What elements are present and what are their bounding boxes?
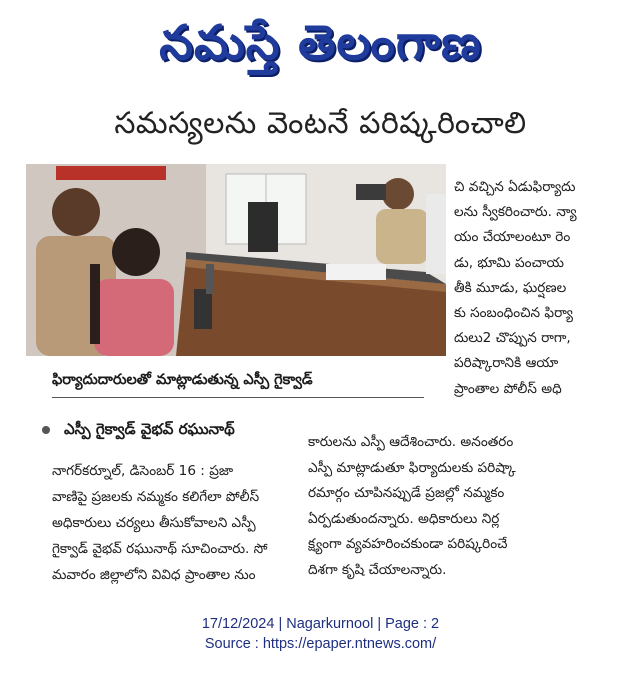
text-line: అధికారులు చర్యలు తీసుకోవాలని ఎస్పీ [52, 515, 256, 531]
newspaper-masthead: నమస్తే తెలంగాణ [159, 15, 482, 71]
text-line: తీకి మూడు, ఘర్షణల [454, 279, 567, 296]
text-line: మవారం జిల్లాలోని వివిధ ప్రాంతాల నుం [52, 567, 256, 583]
text-line: లను స్వీకరించారు. న్యా [454, 204, 577, 221]
text-line: పరిష్కారానికి ఆయా [454, 355, 559, 372]
photo-caption: ఫిర్యాదుదారులతో మాట్లాడుతున్న ఎస్పీ గైక్వాడ్ [52, 372, 313, 388]
text-line: చి వచ్చిన ఏడుఫిర్యాదు [454, 179, 576, 195]
text-line: కారులను ఎస్పీ ఆదేశించారు. అనంతరం [308, 434, 514, 450]
text-line: క్ష్యంగా వ్యవహరించకుండా పరిష్కరించే [308, 536, 508, 552]
text-line: వాణిపై ప్రజలకు నమ్మకం కలిగేలా పోలీస్ [52, 489, 260, 505]
text-line: ఎస్పీ మాట్లాడుతూ ఫిర్యాదులకు పరిష్కా [308, 459, 516, 476]
text-line: రమార్గం చూపినప్పుడే ప్రజల్లో నమ్మకం [308, 485, 505, 501]
byline-text: ఎస్పీ గైక్వాడ్ వైభవ్ రఘునాథ్ [64, 420, 235, 438]
photo-illustration [26, 164, 446, 356]
bullet-icon [42, 426, 50, 434]
text-line: దిశగా కృషి చేయాలన్నారు. [308, 561, 447, 578]
article-column-bottom [308, 430, 628, 583]
caption-divider [52, 397, 424, 398]
page-footer [0, 614, 641, 654]
article-photo [26, 164, 446, 356]
footer-source: Source : https://epaper.ntnews.com/ [204, 636, 437, 652]
text-line: యం చేయాలంటూ రెం [454, 229, 571, 246]
footer-dateline: 17/12/2024 | Nagarkurnool | Page : 2 [201, 616, 440, 632]
article-column-right [454, 175, 622, 402]
text-line: నాగర్‌కర్నూల్, డిసెంబర్ 16 : ప్రజా [52, 463, 234, 479]
text-line: ప్రాంతాల పోలీస్ అధి [454, 380, 562, 397]
text-line: కు సంబంధించిన ఫిర్యా [454, 305, 574, 322]
article-headline: సమస్యలను వెంటనే పరిష్కరించాలి [114, 106, 527, 141]
text-line: ఏర్పడుతుందన్నారు. అధికారులు నిర్ల [308, 510, 500, 527]
text-line: గైక్వాడ్ వైభవ్ రఘునాథ్ సూచించారు. సో [52, 541, 268, 557]
text-line: దులు2 చొప్పున రాగా, [454, 330, 571, 347]
text-line: డు, భూమి పంచాయ [454, 254, 564, 271]
